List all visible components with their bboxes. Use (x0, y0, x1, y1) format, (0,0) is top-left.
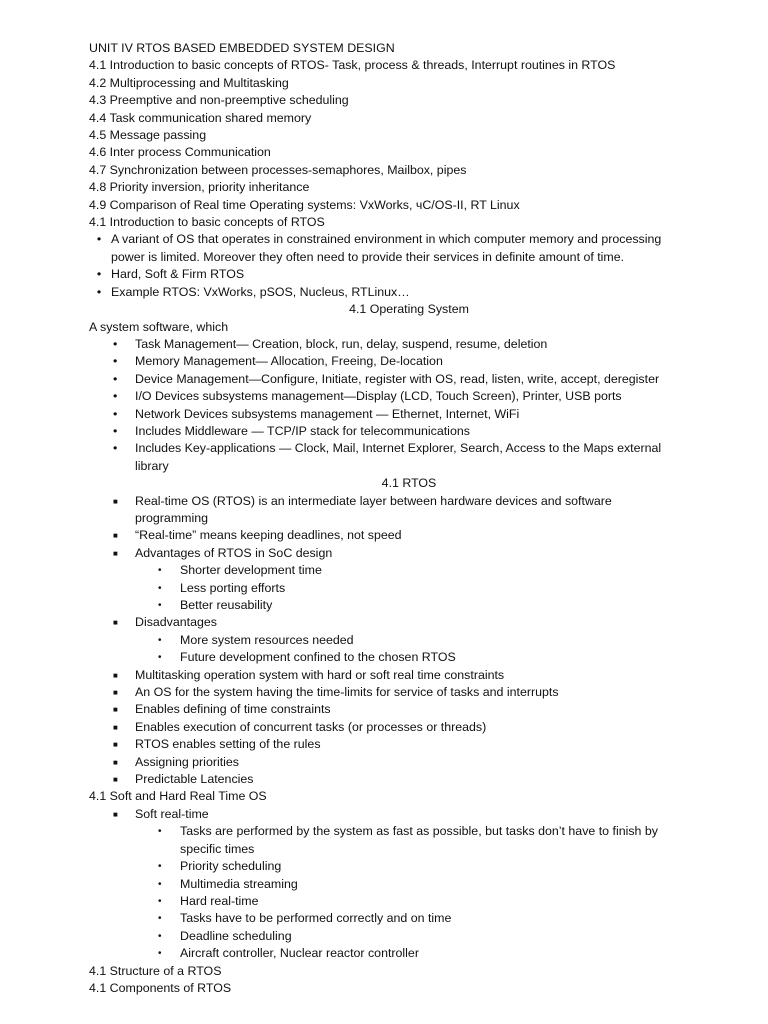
list-item-text: Advantages of RTOS in SoC design (135, 545, 333, 560)
section-heading-components: 4.1 Components of RTOS (89, 980, 232, 995)
list-item-text: RTOS enables setting of the rules (135, 737, 321, 752)
list-item (89, 406, 729, 423)
sub-list-item (89, 910, 729, 927)
list-item-text: An OS for the system having the time-limits for service of tasks and interrupts (135, 685, 559, 700)
list-item-text: Example RTOS: VxWorks, pSOS, Nucleus, RTLinux… (111, 284, 410, 299)
bullet-icon: • (158, 930, 162, 942)
list-item (89, 423, 729, 440)
list-item (89, 493, 729, 528)
bullet-icon: • (113, 336, 118, 351)
section-heading-soft-hard: 4.1 Soft and Hard Real Time OS (89, 789, 267, 804)
sub-list-item (89, 580, 729, 597)
square-bullet-icon: ■ (113, 531, 118, 541)
toc-item: 4.7 Synchronization between processes-semaphores, Mailbox, pipes (89, 162, 467, 177)
bullet-icon: • (96, 284, 102, 299)
square-bullet-icon: ■ (113, 775, 118, 785)
list-item-text: Device Management—Configure, Initiate, register with OS, read, listen, write, accept, deregister (135, 371, 660, 386)
document-content (89, 40, 729, 997)
square-bullet-icon: ■ (113, 496, 118, 506)
list-item-text: Disadvantages (135, 615, 217, 630)
sub-list-item (89, 649, 729, 666)
os-lead-text: A system software, which (89, 319, 229, 334)
square-bullet-icon: ■ (113, 688, 118, 698)
list-item (89, 336, 729, 353)
list-item (89, 353, 729, 370)
square-bullet-icon: ■ (113, 705, 118, 715)
bullet-icon: • (113, 406, 118, 421)
list-item-text: Predictable Latencies (135, 772, 254, 787)
bullet-icon: • (113, 441, 118, 456)
toc-item: 4.2 Multiprocessing and Multitasking (89, 75, 289, 90)
os-bullet-list (89, 336, 729, 475)
list-item-text: Priority scheduling (180, 859, 282, 874)
bullet-icon: • (158, 582, 162, 594)
list-item (89, 266, 729, 283)
section-heading-intro: 4.1 Introduction to basic concepts of RTOS (89, 215, 325, 230)
list-item-text: Hard real-time (180, 893, 259, 908)
list-item-text: Network Devices subsystems management — Ethernet, Internet, WiFi (135, 406, 520, 421)
toc-item: 4.3 Preemptive and non-preemptive scheduling (89, 93, 349, 108)
sub-list-item (89, 945, 729, 962)
list-item-text: Future development confined to the chosen RTOS (180, 650, 456, 665)
sub-list-item (89, 893, 729, 910)
list-item-text: Includes Key-applications — Clock, Mail, Internet Explorer, Search, Access to the Maps external library (135, 441, 662, 473)
list-item-text: Deadline scheduling (180, 928, 292, 943)
list-item (89, 231, 729, 266)
document-title: UNIT IV RTOS BASED EMBEDDED SYSTEM DESIGN (89, 41, 395, 55)
toc-item: 4.5 Message passing (89, 128, 207, 143)
list-item-text: Aircraft controller, Nuclear reactor controller (180, 946, 419, 961)
list-item (89, 371, 729, 388)
list-item-text: Real-time OS (RTOS) is an intermediate layer between hardware devices and software programming (135, 493, 612, 525)
list-item (89, 806, 729, 823)
list-item-text: Soft real-time (135, 806, 209, 821)
bullet-icon: • (158, 895, 162, 907)
square-bullet-icon: ■ (113, 618, 118, 628)
list-item-text: Multitasking operation system with hard or soft real time constraints (135, 667, 505, 682)
sub-list-item (89, 823, 729, 858)
list-item (89, 614, 729, 631)
bullet-icon: • (113, 371, 118, 386)
bullet-icon: • (158, 600, 162, 611)
sub-list-item (89, 562, 729, 579)
list-item-text: Enables defining of time constraints (135, 702, 331, 717)
list-item-text: Multimedia streaming (180, 876, 298, 891)
list-item-text: Enables execution of concurrent tasks (or processes or threads) (135, 719, 487, 734)
list-item (89, 684, 729, 701)
list-item-text: I/O Devices subsystems management—Display (LCD, Touch Screen), Printer, USB ports (135, 389, 622, 404)
square-bullet-icon: ■ (113, 722, 118, 732)
list-item (89, 545, 729, 562)
square-bullet-icon: ■ (113, 740, 118, 750)
sub-list-item (89, 632, 729, 649)
list-item-text: Includes Middleware — TCP/IP stack for telecommunications (135, 423, 470, 438)
sub-list-item (89, 876, 729, 893)
list-item (89, 719, 729, 736)
bullet-icon: • (158, 878, 162, 890)
list-item (89, 388, 729, 405)
bullet-icon: • (158, 913, 162, 925)
list-item-text: Shorter development time (180, 563, 322, 578)
bullet-icon: • (158, 861, 162, 873)
list-item-text: Assigning priorities (135, 754, 239, 769)
list-item-text: Hard, Soft & Firm RTOS (111, 267, 245, 282)
bullet-icon: • (96, 267, 102, 282)
bullet-icon: • (158, 826, 162, 838)
list-item-text: Tasks have to be performed correctly and on time (180, 911, 452, 926)
sub-list-item (89, 858, 729, 875)
list-item (89, 754, 729, 771)
section-heading-rtos: 4.1 RTOS (381, 476, 437, 491)
soft-hard-list (89, 806, 729, 963)
bullet-icon: • (158, 948, 162, 960)
list-item (89, 284, 729, 301)
list-item-text: A variant of OS that operates in constrained environment in which computer memory and processing power is limited. Moreover they often need to provide their services in definite amount of time. (111, 232, 662, 264)
list-item-text: Less porting efforts (180, 580, 286, 595)
bullet-icon: • (113, 389, 118, 404)
square-bullet-icon: ■ (113, 757, 118, 767)
toc-item: 4.9 Comparison of Real time Operating systems: VxWorks, чC/OS-II, RT Linux (89, 197, 520, 212)
toc-item: 4.1 Introduction to basic concepts of RTOS- Task, process & threads, Interrupt routines in RTOS (89, 58, 616, 73)
bullet-icon: • (113, 423, 118, 438)
square-bullet-icon: ■ (113, 548, 118, 558)
list-item-text: Better reusability (180, 598, 273, 612)
list-item (89, 440, 729, 475)
toc-item: 4.8 Priority inversion, priority inheritance (89, 180, 310, 195)
sub-list-item (89, 597, 729, 614)
section-heading-structure: 4.1 Structure of a RTOS (89, 963, 222, 978)
sub-list-item (89, 928, 729, 945)
bullet-icon: • (158, 634, 162, 646)
rtos-bullet-list (89, 493, 729, 789)
toc-list (89, 57, 729, 214)
square-bullet-icon: ■ (113, 670, 118, 680)
list-item (89, 667, 729, 684)
bullet-icon: • (96, 232, 102, 247)
list-item-text: Task Management— Creation, block, run, delay, suspend, resume, deletion (135, 336, 548, 351)
square-bullet-icon: ■ (113, 809, 118, 819)
list-item (89, 527, 729, 544)
list-item-text: “Real-time” means keeping deadlines, not speed (135, 528, 402, 543)
list-item (89, 736, 729, 753)
list-item (89, 701, 729, 718)
list-item (89, 771, 729, 788)
list-item-text: Tasks are performed by the system as fast as possible, but tasks don’t have to finish by specific times (180, 824, 658, 856)
list-item-text: Memory Management— Allocation, Freeing, De-location (135, 354, 443, 369)
toc-item: 4.6 Inter process Communication (89, 145, 271, 160)
bullet-icon: • (158, 652, 162, 664)
section-heading-os: 4.1 Operating System (349, 302, 469, 317)
bullet-icon: • (158, 565, 162, 577)
bullet-icon: • (113, 354, 118, 369)
toc-item: 4.4 Task communication shared memory (89, 110, 312, 125)
intro-bullet-list (89, 231, 729, 301)
list-item-text: More system resources needed (180, 632, 354, 647)
